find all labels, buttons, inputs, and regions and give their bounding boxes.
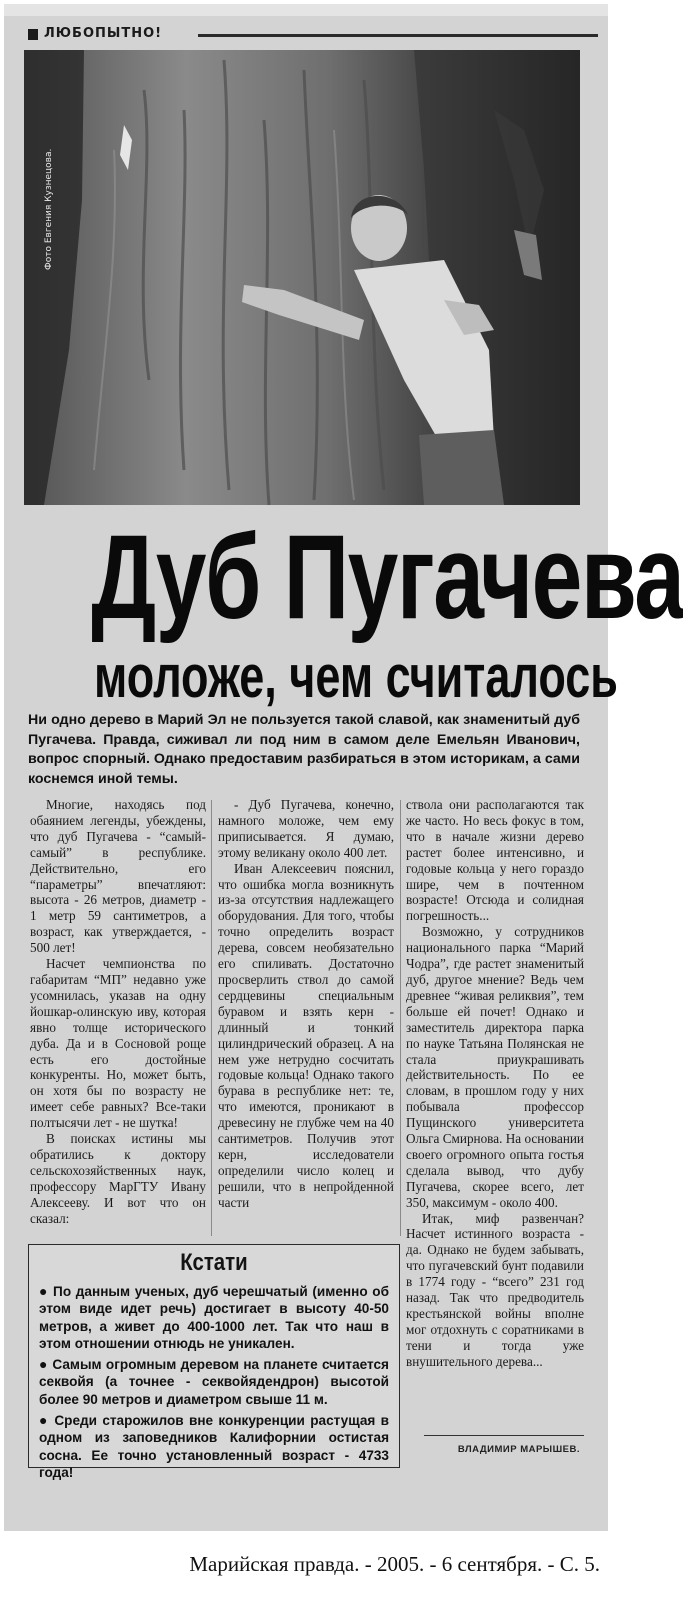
oak-tree-photo [24, 50, 580, 505]
paragraph: Итак, миф развенчан? Насчет истинного возраста - да. Однако не будем забывать, что пугачевский бунт подавили в 1774 году - “всего” 231 год назад. Так что предводитель крестьянской войны вполне мог отдохнуть с соратниками в тени и тогда уже внушительного дерева... [406, 1210, 584, 1369]
article-column-1 [30, 797, 206, 1237]
rubric-square-icon [28, 29, 38, 40]
paragraph: - Дуб Пугачева, конечно, намного моложе, чем ему приписывается. Я думаю, этому великану около 400 лет. [218, 797, 394, 860]
paragraph: Многие, находясь под обаянием легенды, убеждены, что дуб Пугачева - “самый-самый” в республике. Действительно, его “параметры” впечатляют: высота - 26 метров, диаметр - 1 метр 59 сантиметров, а возраст, как утверждается, - 500 лет! [30, 797, 206, 956]
sidebar-box [28, 1244, 400, 1480]
paragraph: ствола они располагаются так же часто. Но весь фокус в том, что в начале жизни дерево растет более интенсивно, и годовые кольца у него гораздо шире, чем в почтенном возрасте! Отсюда и солидная погрешность... [406, 797, 584, 924]
sidebar-item: ● Самым огромным деревом на планете считается секвойя (а точнее - секвойядендрон) высотой более 90 метров и диаметром свыше 11 м. [39, 1356, 389, 1407]
article-column-3 [406, 797, 584, 1457]
subheadline: моложе, чем считалось [94, 643, 618, 710]
lead-paragraph: Ни одно дерево в Марий Эл не пользуется такой славой, как знаменитый дуб Пугачева. Правда, сиживал ли под ним в самом деле Емельян Иванович, вопрос спорный. Однако предоставим разбираться в этом историкам, а сами коснемся иной темы. [28, 712, 580, 787]
rubric-bar [28, 26, 580, 44]
signature-rule [424, 1435, 584, 1436]
paragraph: Насчет чемпионства по габаритам “МП” недавно уже усомнилась, указав на одну йошкар-олинскую иву, которая явно толще исторического дуба. Да и в Сосновой роще есть его достойные конкуренты. Но, может быть, он хотя бы по возрасту не имеет себе равных? Все-таки полтысячи лет - не шутка! [30, 956, 206, 1131]
bullet-icon: ● [39, 1283, 49, 1299]
paragraph: Иван Алексеевич пояснил, что ошибка могла возникнуть из-за отсутствия надлежащего оборудования. Для того, чтобы точно определить возраст дерева, совсем необязательно его спиливать. Достаточно просверлить ствол до самой сердцевины специальным буравом и взять керн - длинный и тонкий цилиндрический образец. А на нем уже нетрудно сосчитать годовые кольца! Однако такого бурава в республике нет: те, что имеются, проникают в древесину не глубже чем на 40 сантиметров. Получив этот керн, исследователи определили число колец и решили, что в непройденной части [218, 860, 394, 1210]
bullet-icon: ● [39, 1356, 49, 1373]
article-photo [24, 50, 580, 505]
column-divider [400, 800, 401, 1236]
rubric-rule [198, 34, 598, 37]
top-strip [4, 4, 608, 16]
photo-credit: Фото Евгения Кузнецова. [44, 148, 54, 270]
bullet-icon: ● [39, 1412, 50, 1429]
article-column-2 [218, 797, 394, 1242]
paragraph: Возможно, у сотрудников национального парка “Марий Чодра”, где растет знаменитый дуб, другое мнение? Ведь чем древнее “живая реликвия”, тем больше ей почет! Однако и заместитель директора парка по науке Татьяна Полянская не стала приукрашивать действительность. По ее словам, в прошлом году у них побывала профессор Пущинского университета Ольга Смирнова. На основании своего огромного опыта гостья сделала вывод, что дубу Пугачева, скорее всего, лет 350, максимум - около 400. [406, 924, 584, 1210]
author-signature: ВЛАДИМИР МАРЫШЕВ. [457, 1444, 580, 1455]
source-citation: Марийская правда. - 2005. - 6 сентября. - С. 5. [189, 1552, 600, 1576]
sidebar-item: ● Среди старожилов вне конкуренции растущая в одном из заповедников Калифорнии остистая сосна. Ее точно установленный возраст - 4733 года! [39, 1412, 389, 1480]
paragraph: В поисках истины мы обратились к доктору сельскохозяйственных наук, профессору МарГТУ Ивану Алексееву. И вот что он сказал: [30, 1131, 206, 1226]
sidebar-title: Кстати [180, 1249, 248, 1276]
rubric-label: ЛЮБОПЫТНО! [44, 26, 163, 41]
column-divider [211, 800, 212, 1236]
headline: Дуб Пугачева [91, 510, 683, 644]
sidebar-item: ● По данным ученых, дуб черешчатый (именно об этом виде идет речь) достигает в высоту 40-50 метров, а живет до 400-1000 лет. Так что наш в этом отношении отнюдь не уникален. [39, 1283, 390, 1351]
newspaper-clipping [4, 4, 683, 1531]
